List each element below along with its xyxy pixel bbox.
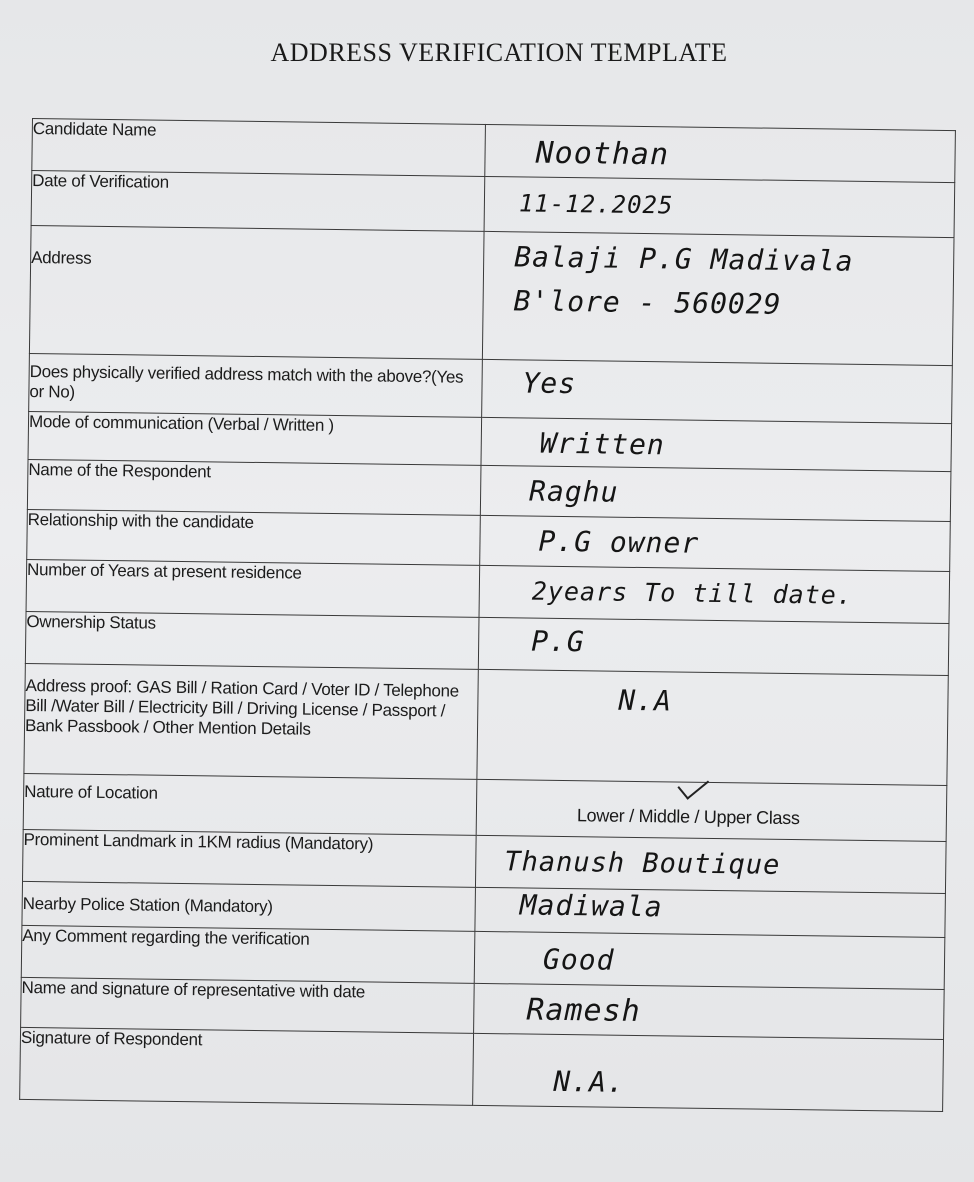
- handwritten-address-proof: N.A: [618, 683, 673, 718]
- handwritten-address-line2: B'lore - 560029: [513, 284, 782, 321]
- handwritten-police-station: Madiwala: [519, 888, 663, 924]
- handwritten-representative: Ramesh: [526, 992, 641, 1030]
- handwritten-mode: Written: [539, 426, 666, 462]
- label-date-of-verification: Date of Verification: [31, 171, 485, 232]
- value-respondent-name: [480, 465, 951, 521]
- value-date-of-verification: [484, 176, 955, 237]
- label-prominent-landmark: Prominent Landmark in 1KM radius (Mandatory): [23, 829, 477, 887]
- handwritten-years: 2years To till date.: [531, 576, 854, 610]
- handwritten-respondent-signature: N.A.: [553, 1064, 626, 1099]
- handwritten-comment: Good: [542, 942, 615, 977]
- value-address-match: [482, 359, 953, 423]
- label-address-match: Does physically verified address match with the above?(Yes or No): [29, 353, 483, 417]
- label-candidate-name: Candidate Name: [32, 119, 486, 177]
- verification-table: [19, 118, 956, 1112]
- value-prominent-landmark: [475, 835, 946, 893]
- label-mode-of-communication: Mode of communication (Verbal / Written ): [28, 411, 482, 465]
- handwritten-landmark: Thanush Boutique: [504, 846, 781, 881]
- value-ownership-status: [478, 617, 949, 675]
- value-nature-of-location: [476, 779, 947, 841]
- label-representative-signature: Name and signature of representative with date: [21, 977, 475, 1033]
- label-years-at-residence: Number of Years at present residence: [26, 559, 480, 617]
- label-address: Address: [29, 225, 484, 359]
- verification-form: [19, 118, 956, 1130]
- table-row: [24, 663, 948, 785]
- table-row: [29, 225, 954, 365]
- value-mode-of-communication: [481, 417, 952, 471]
- value-candidate-name: [485, 124, 956, 182]
- value-respondent-signature: [473, 1033, 944, 1111]
- value-police-station: [475, 887, 946, 937]
- handwritten-ownership: P.G: [530, 624, 585, 659]
- handwritten-address-line1: Balaji P.G Madivala: [514, 240, 854, 278]
- nature-of-location-options: Lower / Middle / Upper Class: [576, 805, 800, 829]
- label-respondent-name: Name of the Respondent: [27, 459, 481, 515]
- label-relationship: Relationship with the candidate: [27, 509, 481, 565]
- value-address: [482, 231, 954, 365]
- document-title: ADDRESS VERIFICATION TEMPLATE: [270, 38, 728, 67]
- handwritten-relationship: P.G owner: [538, 524, 700, 560]
- handwritten-candidate-name: Noothan: [535, 135, 670, 173]
- value-comment: [474, 931, 945, 989]
- label-nature-of-location: Nature of Location: [23, 773, 477, 835]
- value-representative-signature: [474, 983, 945, 1039]
- value-relationship: [480, 515, 951, 571]
- handwritten-address-match: Yes: [522, 366, 577, 401]
- label-ownership-status: Ownership Status: [25, 611, 479, 669]
- handwritten-date: 11-12.2025: [518, 189, 674, 220]
- label-address-proof: Address proof: GAS Bill / Ration Card / Voter ID / Telephone Bill /Water Bill / Electricity Bill / Driving License / Passport / Bank Passbook / Other Mention Details: [24, 663, 478, 779]
- label-comment: Any Comment regarding the verification: [21, 925, 475, 983]
- label-respondent-signature: Signature of Respondent: [20, 1027, 474, 1105]
- table-row: [20, 1027, 944, 1111]
- value-address-proof: [477, 669, 948, 785]
- handwritten-respondent: Raghu: [528, 474, 619, 509]
- label-police-station: Nearby Police Station (Mandatory): [22, 881, 476, 931]
- value-years-at-residence: [479, 565, 950, 623]
